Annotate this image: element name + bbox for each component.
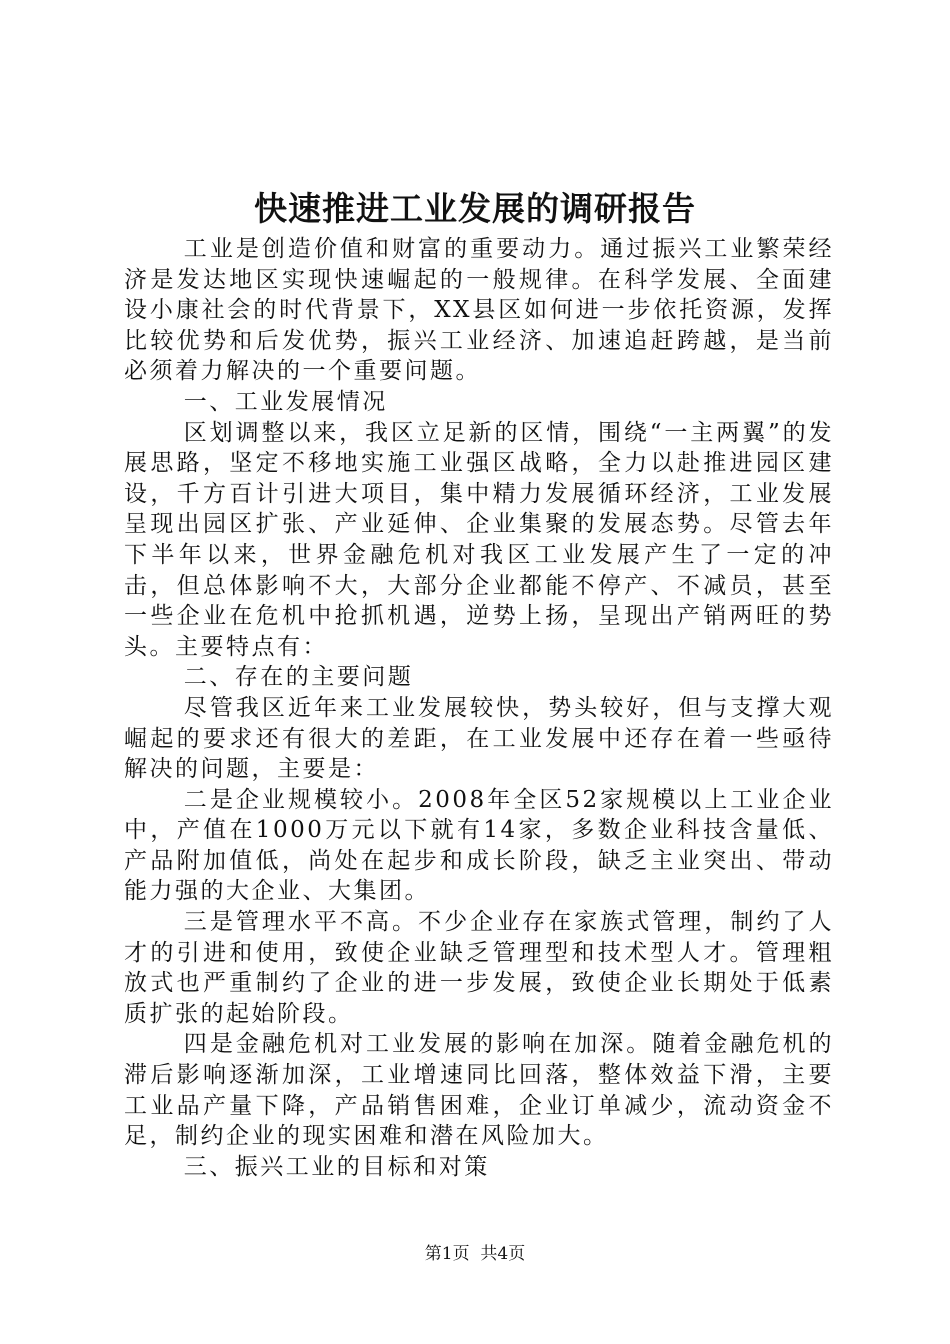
section-heading-goals-measures: 三、振兴工业的目标和对策 — [183, 1153, 490, 1180]
problem-financial-crisis-paragraph: 四是金融危机对工业发展的影响在加深。随着金融危机的滞后影响逐渐加深，工业增速同比回落，整体效益下滑，主要工业品产量下降，产品销售困难，企业订单减少，流动资金不足，制约企业的现实困难和潜在风险加大。 — [124, 1031, 834, 1150]
industry-status-paragraph: 区划调整以来，我区立足新的区情，围绕“一主两翼”的发展思路，坚定不移地实施工业强区战略，全力以赴推进园区建设，千方百计引进大项目，集中精力发展循环经济，工业发展呈现出园区扩张、产业延伸、企业集聚的发展态势。尽管去年下半年以来，世界金融危机对我区工业发展产生了一定的冲击，但总体影响不大，大部分企业都能不停产、不减员，甚至一些企业在危机中抢抓机遇，逆势上扬，呈现出产销两旺的势头。主要特点有： — [124, 419, 834, 660]
section-heading-industry-status: 一、工业发展情况 — [183, 388, 388, 415]
document-body — [124, 234, 834, 1182]
problem-enterprise-scale-paragraph: 二是企业规模较小。2008年全区52家规模以上工业企业中，产值在1000万元以下就有14家，多数企业科技含量低、产品附加值低，尚处在起步和成长阶段，缺乏主业突出、带动能力强的大企业、大集团。 — [124, 786, 834, 905]
document-title: 快速推进工业发展的调研报告 — [254, 189, 696, 228]
problem-management-paragraph: 三是管理水平不高。不少企业存在家族式管理，制约了人才的引进和使用，致使企业缺乏管理型和技术型人才。管理粗放式也严重制约了企业的进一步发展，致使企业长期处于低素质扩张的起始阶段。 — [124, 909, 834, 1027]
section-heading-main-problems: 二、存在的主要问题 — [183, 664, 414, 691]
intro-paragraph: 工业是创造价值和财富的重要动力。通过振兴工业繁荣经济是发达地区实现快速崛起的一般规律。在科学发展、全面建设小康社会的时代背景下，XX县区如何进一步依托资源，发挥比较优势和后发优势，振兴工业经济、加速追赶跨越，是当前必须着力解决的一个重要问题。 — [124, 236, 834, 385]
main-problems-paragraph: 尽管我区近年来工业发展较快，势头较好，但与支撑大观崛起的要求还有很大的差距，在工业发展中还存在着一些亟待解决的问题，主要是： — [124, 694, 834, 783]
page-number-footer: 第1页 共4页 — [424, 1244, 526, 1264]
